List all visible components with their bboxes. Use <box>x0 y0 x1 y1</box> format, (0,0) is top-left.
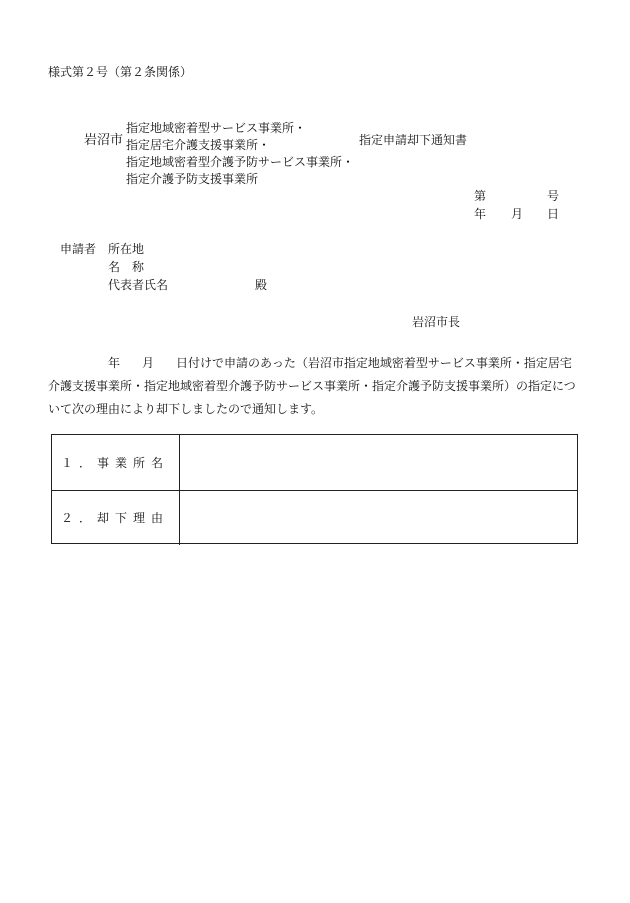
facility-name-label: １．事業所名 <box>52 435 180 490</box>
facility-type-item: 指定地域密着型サービス事業所・ <box>126 121 307 135</box>
issue-date-day: 日 <box>547 207 560 221</box>
document-number-prefix: 第 <box>474 189 487 203</box>
info-table <box>51 434 578 544</box>
form-number: 様式第２号（第２条関係） <box>48 65 193 79</box>
body-line: 介護支援事業所・指定地域密着型介護予防サービス事業所・指定介護予防支援事業所）の指定につ <box>48 379 576 393</box>
issuer: 岩沼市長 <box>412 315 461 329</box>
city-prefix: 岩沼市 <box>84 133 124 148</box>
applicant-heading: 申請者 <box>60 242 97 256</box>
applicant-address-label: 所在地 <box>108 242 145 256</box>
body-paragraph <box>48 352 580 421</box>
rejection-reason-label: ２．却下理由 <box>52 490 180 545</box>
table-row <box>52 435 577 491</box>
body-line-text: 日付けで申請のあった（岩沼市指定地域密着型サービス事業所・指定居宅 <box>176 356 572 370</box>
issue-date-month: 月 <box>511 207 524 221</box>
body-line <box>48 352 580 375</box>
facility-type-item: 指定地域密着型介護予防サービス事業所・ <box>126 155 355 169</box>
body-month: 月 <box>142 356 155 370</box>
applicant-name-label: 名 称 <box>108 260 145 274</box>
issue-date-year: 年 <box>474 207 487 221</box>
facility-type-item: 指定介護予防支援事業所 <box>126 172 259 186</box>
body-line: いて次の理由により却下しましたので通知します。 <box>48 402 324 416</box>
rejection-reason-value[interactable] <box>180 490 577 545</box>
document-title: 指定申請却下通知書 <box>359 133 468 147</box>
table-row <box>52 490 577 545</box>
body-year: 年 <box>108 356 121 370</box>
facility-name-value[interactable] <box>180 435 577 490</box>
document-number-suffix: 号 <box>547 189 560 203</box>
facility-type-item: 指定居宅介護支援事業所・ <box>126 138 271 152</box>
applicant-representative-label: 代表者氏名 <box>108 278 169 292</box>
applicant-honorific: 殿 <box>255 278 268 292</box>
